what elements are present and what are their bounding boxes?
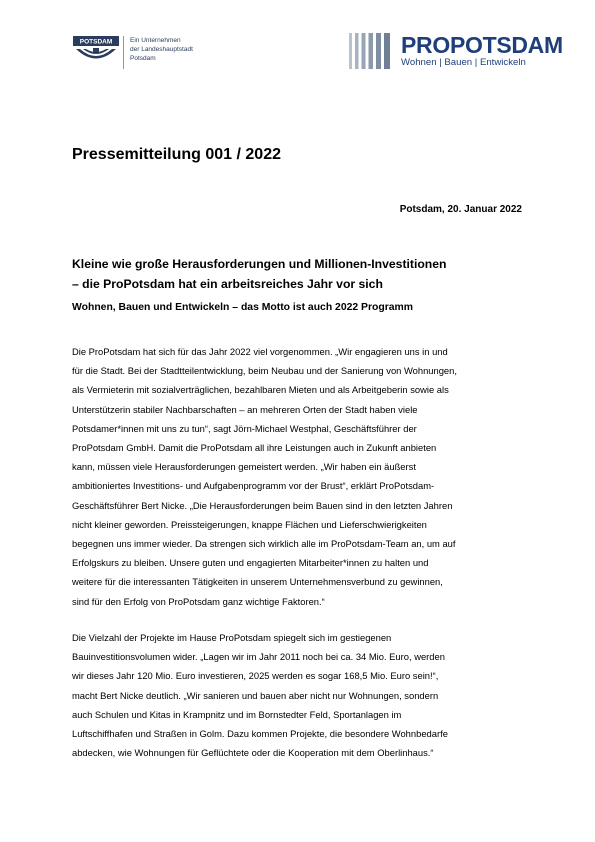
header-divider: [123, 36, 124, 69]
brand-tagline: Wohnen | Bauen | Entwickeln: [401, 57, 526, 68]
text-line: abdecken, wie Wohnungen für Geflüchtete oder die Kooperation mit dem Oberlinhaus.“: [72, 747, 434, 759]
text-line: Erfolgskurs zu bleiben. Unsere guten und engagierten Mitarbeiter*innen zu halten und: [72, 557, 429, 569]
press-release-title: Pressemitteilung 001 / 2022: [72, 146, 281, 163]
text-line: Die Vielzahl der Projekte im Hause ProPotsdam spiegelt sich im gestiegenen: [72, 632, 392, 643]
text-line: begegnen uns immer wieder. Da strengen sich wirklich alle im ProPotsdam-Team an, um auf: [72, 538, 456, 550]
body-paragraph-2: [72, 628, 532, 762]
text-line: als Vermieterin mit sozialverträglichen, bezahlbaren Mieten und als Arbeitgeberin sowie als: [72, 384, 449, 396]
text-line: Bauinvestitionsvolumen wider. „Lagen wir im Jahr 2011 noch bei ca. 34 Mio. Euro, werden: [72, 651, 445, 663]
text-line: Geschäftsführer Bert Nicke. „Die Herausforderungen beim Bauen sind in den letzten Jahren: [72, 499, 453, 511]
text-line: auch Schulen und Kitas in Krampnitz und im Bornstedter Feld, Sportanlagen im: [72, 708, 402, 720]
text-line: weitere für die interessanten Tätigkeiten in unserem Unternehmensverbund zu gewinnen,: [72, 576, 443, 588]
city-affiliation-text: [130, 36, 193, 63]
city-of-potsdam-logo-icon: [73, 36, 119, 68]
text-line: ambitioniertes Investitions- und Aufgabenprogramm vor der Brust“, erklärt ProPotsdam-: [72, 480, 435, 492]
release-date: Potsdam, 20. Januar 2022: [399, 204, 522, 215]
text-line: für die Stadt. Bei der Stadtteilentwicklung, beim Neubau und der Sanierung von Wohnungen,: [72, 365, 457, 377]
text-line: Die ProPotsdam hat sich für das Jahr 2022 viel vorgenommen. „Wir engagieren uns in und: [72, 346, 448, 357]
city-line: Potsdam: [130, 55, 156, 62]
text-line: Luftschiffhafen und Straßen in Golm. Dazu kommen Projekte, die besondere Wohnbedarfe: [72, 728, 448, 740]
text-line: macht Bert Nicke deutlich. „Wir sanieren und bauen aber nicht nur Wohnungen, sondern: [72, 689, 439, 701]
text-line: nicht kleiner geworden. Preissteigerungen, knappe Flächen und Lieferschwierigkeiten: [72, 518, 427, 530]
city-affiliation: [73, 36, 193, 69]
text-line: ProPotsdam GmbH. Damit die ProPotsdam all ihre Leistungen auch in Zukunft anbieten: [72, 442, 437, 454]
subheadline: Wohnen, Bauen und Entwickeln – das Motto ist auch 2022 Programm: [72, 302, 414, 313]
brand-name: [401, 33, 563, 57]
text-line: kann, müssen viele Herausforderungen gemeistert werden. „Wir haben ein äußerst: [72, 461, 416, 473]
brand-name-pro: PRO: [401, 32, 450, 58]
headline-line: Kleine wie große Herausforderungen und Millionen-Investitionen: [72, 257, 447, 271]
brand-name-potsdam: POTSDAM: [449, 32, 563, 58]
city-logo-text: POTSDAM: [79, 38, 113, 46]
text-line: sind für den Erfolg von ProPotsdam ganz wichtige Faktoren.“: [72, 595, 325, 607]
city-line: der Landeshauptstadt: [130, 46, 193, 53]
headline: [72, 254, 446, 294]
propotsdam-bars-icon: [349, 33, 397, 69]
headline-line: – die ProPotsdam hat ein arbeitsreiches Jahr vor sich: [72, 277, 383, 291]
body-paragraph-1: [72, 342, 532, 611]
propotsdam-brand: [349, 33, 563, 69]
text-line: Unterstützerin stabiler Nachbarschaften – an mehreren Orten der Stadt haben viele: [72, 403, 418, 415]
city-line: Ein Unternehmen: [130, 37, 181, 44]
text-line: wir dieses Jahr 120 Mio. Euro investieren, 2025 werden es sogar 168,5 Mio. Euro sein!“,: [72, 670, 439, 682]
text-line: Potsdamer*innen mit uns zu tun“, sagt Jörn-Michael Westphal, Geschäftsführer der: [72, 422, 417, 434]
